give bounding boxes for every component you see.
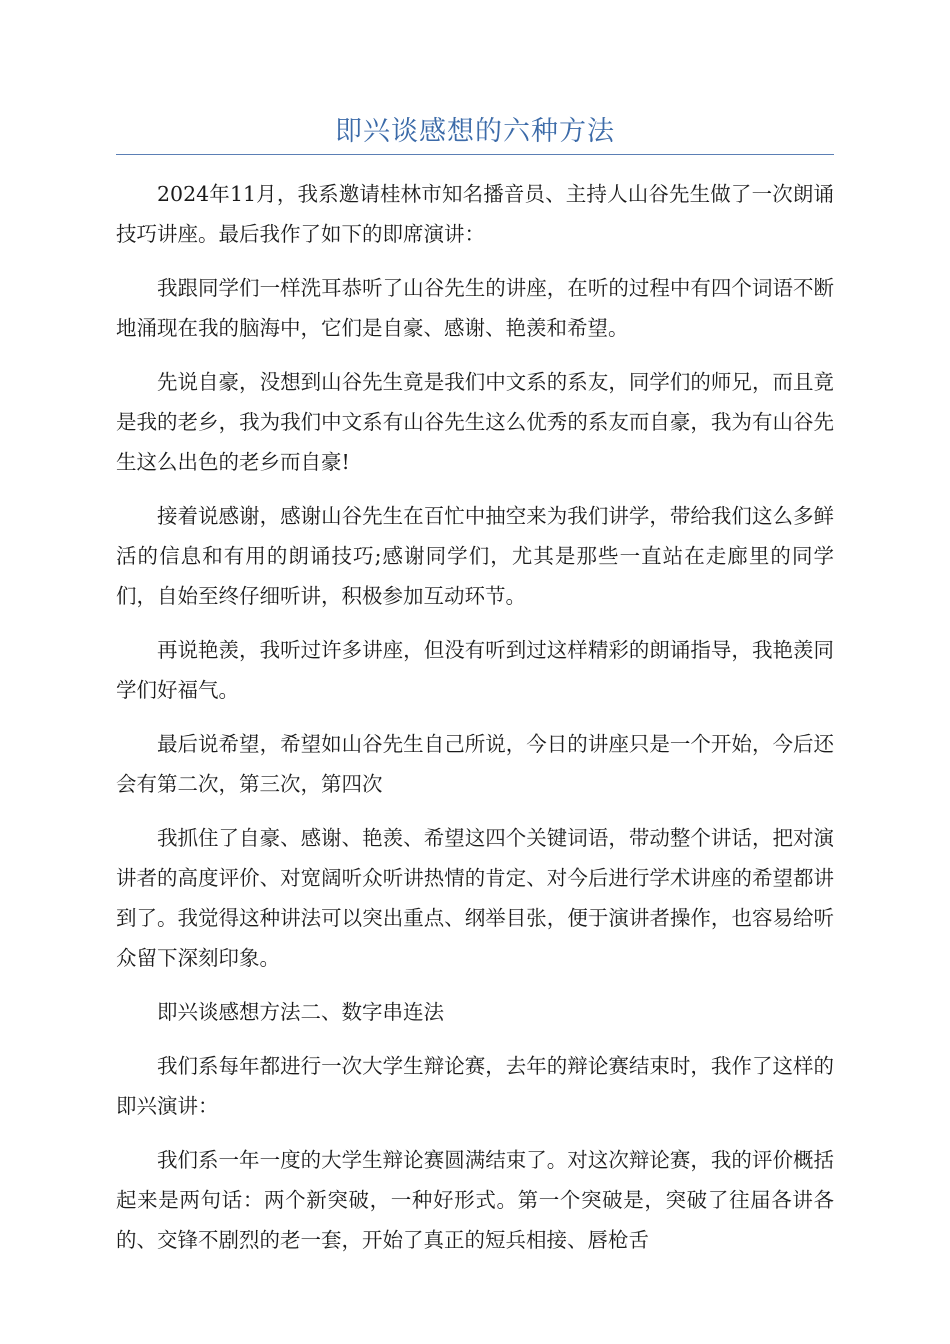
- paragraph-thanks: 接着说感谢，感谢山谷先生在百忙中抽空来为我们讲学，带给我们这么多鲜活的信息和有用的朗诵技巧;感谢同学们，尤其是那些一直站在走廊里的同学们，自始至终仔细听讲，积极参加互动环节。: [116, 504, 834, 608]
- paragraph-debate-intro: 我们系每年都进行一次大学生辩论赛，去年的辩论赛结束时，我作了这样的即兴演讲：: [116, 1054, 834, 1118]
- paragraph-envy: 再说艳羡，我听过许多讲座，但没有听到过这样精彩的朗诵指导，我艳羡同学们好福气。: [116, 638, 834, 702]
- document-body: [116, 174, 834, 1274]
- section-heading-method-two: 即兴谈感想方法二、数字串连法: [157, 1000, 444, 1024]
- paragraph-pride: 先说自豪，没想到山谷先生竟是我们中文系的系友，同学们的师兄，而且竟是我的老乡，我为我们中文系有山谷先生这么优秀的系友而自豪，我为有山谷先生这么出色的老乡而自豪!: [116, 370, 834, 474]
- paragraph-intro: 2024年11月，我系邀请桂林市知名播音员、主持人山谷先生做了一次朗诵技巧讲座。最后我作了如下的即席演讲：: [116, 182, 834, 246]
- paragraph-hope: 最后说希望，希望如山谷先生自己所说，今日的讲座只是一个开始，今后还会有第二次，第三次，第四次: [116, 732, 834, 796]
- paragraph-four-words: 我跟同学们一样洗耳恭听了山谷先生的讲座，在听的过程中有四个词语不断地涌现在我的脑海中，它们是自豪、感谢、艳羡和希望。: [116, 276, 834, 340]
- document-title: 即兴谈感想的六种方法: [335, 116, 615, 147]
- paragraph-summary: 我抓住了自豪、感谢、艳羡、希望这四个关键词语，带动整个讲话，把对演讲者的高度评价、对宽阔听众听讲热情的肯定、对今后进行学术讲座的希望都讲到了。我觉得这种讲法可以突出重点、纲举目张，便于演讲者操作，也容易给听众留下深刻印象。: [116, 826, 834, 970]
- paragraph-debate-speech: 我们系一年一度的大学生辩论赛圆满结束了。对这次辩论赛，我的评价概括起来是两句话：两个新突破，一种好形式。第一个突破是，突破了往届各讲各的、交锋不剧烈的老一套，开始了真正的短兵相接、唇枪舌: [116, 1148, 834, 1252]
- title-underline: [116, 154, 834, 155]
